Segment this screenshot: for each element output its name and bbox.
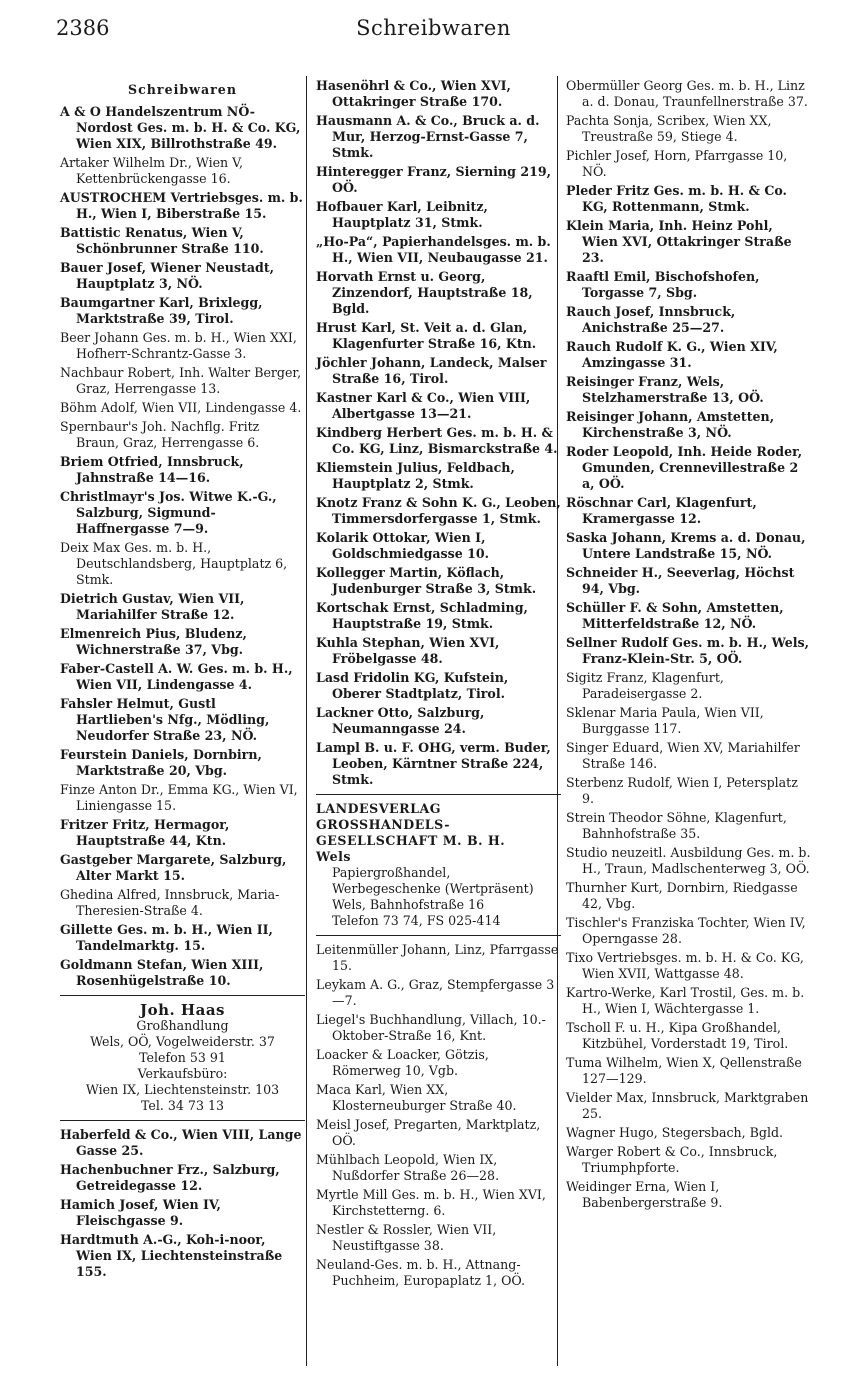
directory-entry: Hachenbuchner Frz., Salzburg, Getreidegasse 12. bbox=[60, 1162, 280, 1193]
advert-line: GESELLSCHAFT M. B. H. bbox=[316, 833, 506, 848]
advert-line: Wels, OÖ, Vogelweiderstr. 37 bbox=[90, 1034, 275, 1049]
directory-entry: Baumgartner Karl, Brixlegg, Marktstraße 39, Tirol. bbox=[60, 295, 263, 326]
directory-entry: Meisl Josef, Pregarten, Marktplatz, OÖ. bbox=[316, 1117, 541, 1148]
directory-entry: Kindberg Herbert Ges. m. b. H. & Co. KG, Linz, Bismarckstraße 4. bbox=[316, 425, 558, 456]
advert-title bbox=[316, 801, 561, 865]
directory-entry: Deix Max Ges. m. b. H., Deutschlandsberg, Hauptplatz 6, Stmk. bbox=[60, 540, 288, 587]
advert-line: Papiergroßhandel, Werbegeschenke (Wertpräsent) bbox=[332, 865, 534, 896]
directory-entry: Wagner Hugo, Stegersbach, Bgld. bbox=[566, 1125, 784, 1140]
directory-entry: Klein Maria, Inh. Heinz Pohl, Wien XVI, Ottakringer Straße 23. bbox=[566, 218, 792, 265]
directory-entry: Pachta Sonja, Scribex, Wien XX, Treustraße 59, Stiege 4. bbox=[566, 113, 772, 144]
directory-entry: Leykam A. G., Graz, Stempfergasse 3—7. bbox=[316, 977, 555, 1008]
directory-entry: Böhm Adolf, Wien VII, Lindengasse 4. bbox=[60, 400, 302, 415]
directory-entry: Bauer Josef, Wiener Neustadt, Hauptplatz 3, NÖ. bbox=[60, 260, 275, 291]
directory-entry: Kollegger Martin, Köflach, Judenburger Straße 3, Stmk. bbox=[316, 565, 537, 596]
directory-entry: Briem Otfried, Innsbruck, Jahnstraße 14—16. bbox=[60, 454, 244, 485]
directory-entry: Weidinger Erna, Wien I, Babenbergerstraße 9. bbox=[566, 1179, 723, 1210]
directory-entry: Singer Eduard, Wien XV, Mariahilfer Straße 146. bbox=[566, 740, 800, 771]
directory-entry: Artaker Wilhelm Dr., Wien V, Kettenbrückengasse 16. bbox=[60, 155, 244, 186]
directory-entry: Goldmann Stefan, Wien XIII, Rosenhügelstraße 10. bbox=[60, 957, 264, 988]
divider bbox=[60, 1120, 305, 1121]
directory-entry: Loacker & Loacker, Götzis, Römerweg 10, Vgb. bbox=[316, 1047, 489, 1078]
directory-entry: Kastner Karl & Co., Wien VIII, Albertgasse 13—21. bbox=[316, 390, 531, 421]
advert-line: Telefon 73 74, FS 025-414 bbox=[332, 913, 501, 928]
directory-entry: Christlmayr's Jos. Witwe K.-G., Salzburg, Sigmund-Haffnergasse 7—9. bbox=[60, 489, 277, 536]
advert-line: Wels, Bahnhofstraße 16 bbox=[332, 897, 485, 912]
directory-entry: Hasenöhrl & Co., Wien XVI, Ottakringer Straße 170. bbox=[316, 78, 511, 109]
directory-entry: Röschnar Carl, Klagenfurt, Kramergasse 12. bbox=[566, 495, 757, 526]
column-divider bbox=[306, 76, 307, 1366]
advert-lines bbox=[60, 1018, 305, 1114]
column-1 bbox=[60, 78, 305, 1283]
directory-entry: Gillette Ges. m. b. H., Wien II, Tandelmarktg. 15. bbox=[60, 922, 273, 953]
directory-entry: Tscholl F. u. H., Kipa Großhandel, Kitzbühel, Vorderstadt 19, Tirol. bbox=[566, 1020, 789, 1051]
advert-lines bbox=[316, 865, 561, 929]
directory-entry: „Ho-Pa“, Papierhandelsges. m. b. H., Wien VII, Neubaugasse 21. bbox=[316, 234, 551, 265]
directory-entry: Nestler & Rossler, Wien VII, Neustiftgasse 38. bbox=[316, 1222, 497, 1253]
directory-entry: Spernbaur's Joh. Nachflg. Fritz Braun, Graz, Herrengasse 6. bbox=[60, 419, 260, 450]
directory-entry: Fahsler Helmut, Gustl Hartlieben's Nfg., Mödling, Neudorfer Straße 23, NÖ. bbox=[60, 696, 270, 743]
directory-entry: Knotz Franz & Sohn K. G., Leoben, Timmersdorfergasse 1, Stmk. bbox=[316, 495, 561, 526]
page-header bbox=[0, 0, 867, 60]
directory-entry: Faber-Castell A. W. Ges. m. b. H., Wien VII, Lindengasse 4. bbox=[60, 661, 293, 692]
divider bbox=[316, 794, 561, 795]
directory-entry: Kolarik Ottokar, Wien I, Goldschmiedgasse 10. bbox=[316, 530, 490, 561]
directory-entry: Haberfeld & Co., Wien VIII, Lange Gasse 25. bbox=[60, 1127, 302, 1158]
column-2 bbox=[316, 78, 561, 1292]
directory-entry: Sklenar Maria Paula, Wien VII, Burggasse 117. bbox=[566, 705, 764, 736]
directory-entry: Hrust Karl, St. Veit a. d. Glan, Klagenfurter Straße 16, Ktn. bbox=[316, 320, 537, 351]
directory-entry: Tuma Wilhelm, Wien X, Qellenstraße 127—129. bbox=[566, 1055, 802, 1086]
directory-entry: Hamich Josef, Wien IV, Fleischgasse 9. bbox=[60, 1197, 221, 1228]
advert-line: Wien IX, Liechtensteinstr. 103 bbox=[85, 1082, 280, 1097]
advert-box-landesverlag bbox=[316, 801, 561, 929]
directory-entry: Finze Anton Dr., Emma KG., Wien VI, Liniengasse 15. bbox=[60, 782, 298, 813]
directory-entry: Obermüller Georg Ges. m. b. H., Linz a. d. Donau, Traunfellnerstraße 37. bbox=[566, 78, 808, 109]
directory-entry: Reisinger Johann, Amstetten, Kirchenstraße 3, NÖ. bbox=[566, 409, 775, 440]
directory-entry: Rauch Rudolf K. G., Wien XIV, Amzingasse 31. bbox=[566, 339, 778, 370]
directory-entry: Schneider H., Seeverlag, Höchst 94, Vbg. bbox=[566, 565, 795, 596]
directory-entry: Reisinger Franz, Wels, Stelzhamerstraße 13, OÖ. bbox=[566, 374, 764, 405]
page-title: Schreibwaren bbox=[356, 16, 511, 40]
divider bbox=[316, 935, 561, 936]
advert-line: Verkaufsbüro: bbox=[137, 1066, 228, 1081]
column-3 bbox=[566, 78, 811, 1214]
directory-entry: Feurstein Daniels, Dornbirn, Marktstraße 20, Vbg. bbox=[60, 747, 262, 778]
directory-entry: Sigitz Franz, Klagenfurt, Paradeisergasse 2. bbox=[566, 670, 724, 701]
entry-list bbox=[316, 78, 561, 788]
directory-entry: Beer Johann Ges. m. b. H., Wien XXI, Hofherr-Schrantz-Gasse 3. bbox=[60, 330, 297, 361]
directory-entry: Battistic Renatus, Wien V, Schönbrunner Straße 110. bbox=[60, 225, 264, 256]
advert-box-haas bbox=[60, 1002, 305, 1114]
directory-entry: A & O Handelszentrum NÖ-Nordost Ges. m. b. H. & Co. KG, Wien XIX, Billrothstraße 49. bbox=[60, 104, 301, 151]
page-number: 2386 bbox=[56, 16, 110, 40]
directory-entry: Mühlbach Leopold, Wien IX, Nußdorfer Straße 26—28. bbox=[316, 1152, 500, 1183]
directory-entry: Kartro-Werke, Karl Trostil, Ges. m. b. H., Wien I, Wächtergasse 1. bbox=[566, 985, 805, 1016]
directory-entry: Warger Robert & Co., Innsbruck, Triumphpforte. bbox=[566, 1144, 778, 1175]
directory-entry: Hausmann A. & Co., Bruck a. d. Mur, Herzog-Ernst-Gasse 7, Stmk. bbox=[316, 113, 540, 160]
directory-entry: Myrtle Mill Ges. m. b. H., Wien XVI, Kirchstetterng. 6. bbox=[316, 1187, 546, 1218]
directory-entry: Hofbauer Karl, Leibnitz, Hauptplatz 31, Stmk. bbox=[316, 199, 488, 230]
advert-line: GROSSHANDELS- bbox=[316, 817, 450, 832]
directory-entry: Maca Karl, Wien XX, Klosterneuburger Straße 40. bbox=[316, 1082, 517, 1113]
directory-entry: Neuland-Ges. m. b. H., Attnang-Puchheim, Europaplatz 1, OÖ. bbox=[316, 1257, 525, 1288]
directory-entry: Pichler Josef, Horn, Pfarrgasse 10, NÖ. bbox=[566, 148, 788, 179]
directory-entry: Thurnher Kurt, Dornbirn, Riedgasse 42, Vbg. bbox=[566, 880, 798, 911]
directory-entry: Raaftl Emil, Bischofshofen, Torgasse 7, Sbg. bbox=[566, 269, 760, 300]
section-heading: Schreibwaren bbox=[128, 82, 237, 97]
directory-entry: Hinteregger Franz, Sierning 219, OÖ. bbox=[316, 164, 552, 195]
directory-entry: Kortschak Ernst, Schladming, Hauptstraße 19, Stmk. bbox=[316, 600, 528, 631]
entry-list bbox=[566, 78, 811, 1211]
directory-entry: Fritzer Fritz, Hermagor, Hauptstraße 44, Ktn. bbox=[60, 817, 230, 848]
entry-list bbox=[60, 104, 305, 989]
directory-entry: Studio neuzeitl. Ausbildung Ges. m. b. H., Traun, Madlschenterweg 3, OÖ. bbox=[566, 845, 811, 876]
directory-entry: Lasd Fridolin KG, Kufstein, Oberer Stadtplatz, Tirol. bbox=[316, 670, 509, 701]
advert-line: Wels bbox=[316, 849, 352, 864]
advert-line: LANDESVERLAG bbox=[316, 801, 441, 816]
directory-entry: Gastgeber Margarete, Salzburg, Alter Markt 15. bbox=[60, 852, 287, 883]
directory-entry: Pleder Fritz Ges. m. b. H. & Co. KG, Rottenmann, Stmk. bbox=[566, 183, 787, 214]
directory-entry: Elmenreich Pius, Bludenz, Wichnerstraße 37, Vbg. bbox=[60, 626, 247, 657]
directory-entry: Horvath Ernst u. Georg, Zinzendorf, Hauptstraße 18, Bgld. bbox=[316, 269, 533, 316]
directory-entry: Lampl B. u. F. OHG, verm. Buder, Leoben, Kärntner Straße 224, Stmk. bbox=[316, 740, 551, 787]
directory-entry: Hardtmuth A.-G., Koh-i-noor, Wien IX, Liechtensteinstraße 155. bbox=[60, 1232, 283, 1279]
directory-entry: Tischler's Franziska Tochter, Wien IV, Operngasse 28. bbox=[566, 915, 806, 946]
advert-line: Tel. 34 73 13 bbox=[141, 1098, 224, 1113]
directory-entry: Liegel's Buchhandlung, Villach, 10.-Oktober-Straße 16, Knt. bbox=[316, 1012, 546, 1043]
entry-list bbox=[60, 1127, 305, 1280]
directory-entry: Sterbenz Rudolf, Wien I, Petersplatz 9. bbox=[566, 775, 798, 806]
directory-entry: AUSTROCHEM Vertriebsges. m. b. H., Wien I, Biberstraße 15. bbox=[60, 190, 303, 221]
directory-entry: Saska Johann, Krems a. d. Donau, Untere Landstraße 15, NÖ. bbox=[566, 530, 806, 561]
directory-entry: Ghedina Alfred, Innsbruck, Maria-Theresien-Straße 4. bbox=[60, 887, 280, 918]
directory-entry: Sellner Rudolf Ges. m. b. H., Wels, Franz-Klein-Str. 5, OÖ. bbox=[566, 635, 810, 666]
directory-entry: Dietrich Gustav, Wien VII, Mariahilfer Straße 12. bbox=[60, 591, 245, 622]
advert-line: Telefon 53 91 bbox=[139, 1050, 226, 1065]
directory-entry: Jöchler Johann, Landeck, Malser Straße 16, Tirol. bbox=[316, 355, 547, 386]
entry-list bbox=[316, 942, 561, 1289]
directory-entry: Lackner Otto, Salzburg, Neumanngasse 24. bbox=[316, 705, 485, 736]
directory-entry: Nachbaur Robert, Inh. Walter Berger, Graz, Herrengasse 13. bbox=[60, 365, 302, 396]
directory-entry: Rauch Josef, Innsbruck, Anichstraße 25—27. bbox=[566, 304, 736, 335]
directory-entry: Roder Leopold, Inh. Heide Roder, Gmunden, Crennevillestraße 2 a, OÖ. bbox=[566, 444, 803, 491]
directory-entry: Kliemstein Julius, Feldbach, Hauptplatz 2, Stmk. bbox=[316, 460, 515, 491]
directory-entry: Schüller F. & Sohn, Amstetten, Mitterfeldstraße 12, NÖ. bbox=[566, 600, 784, 631]
directory-entry: Kuhla Stephan, Wien XVI, Fröbelgasse 48. bbox=[316, 635, 500, 666]
directory-entry: Strein Theodor Söhne, Klagenfurt, Bahnhofstraße 35. bbox=[566, 810, 787, 841]
directory-entry: Vielder Max, Innsbruck, Marktgraben 25. bbox=[566, 1090, 809, 1121]
divider bbox=[60, 995, 305, 996]
directory-entry: Tixo Vertriebsges. m. b. H. & Co. KG, Wien XVII, Wattgasse 48. bbox=[566, 950, 804, 981]
advert-line: Großhandlung bbox=[136, 1018, 229, 1033]
directory-entry: Leitenmüller Johann, Linz, Pfarrgasse 15. bbox=[316, 942, 559, 973]
advert-name: Joh. Haas bbox=[139, 1001, 225, 1019]
